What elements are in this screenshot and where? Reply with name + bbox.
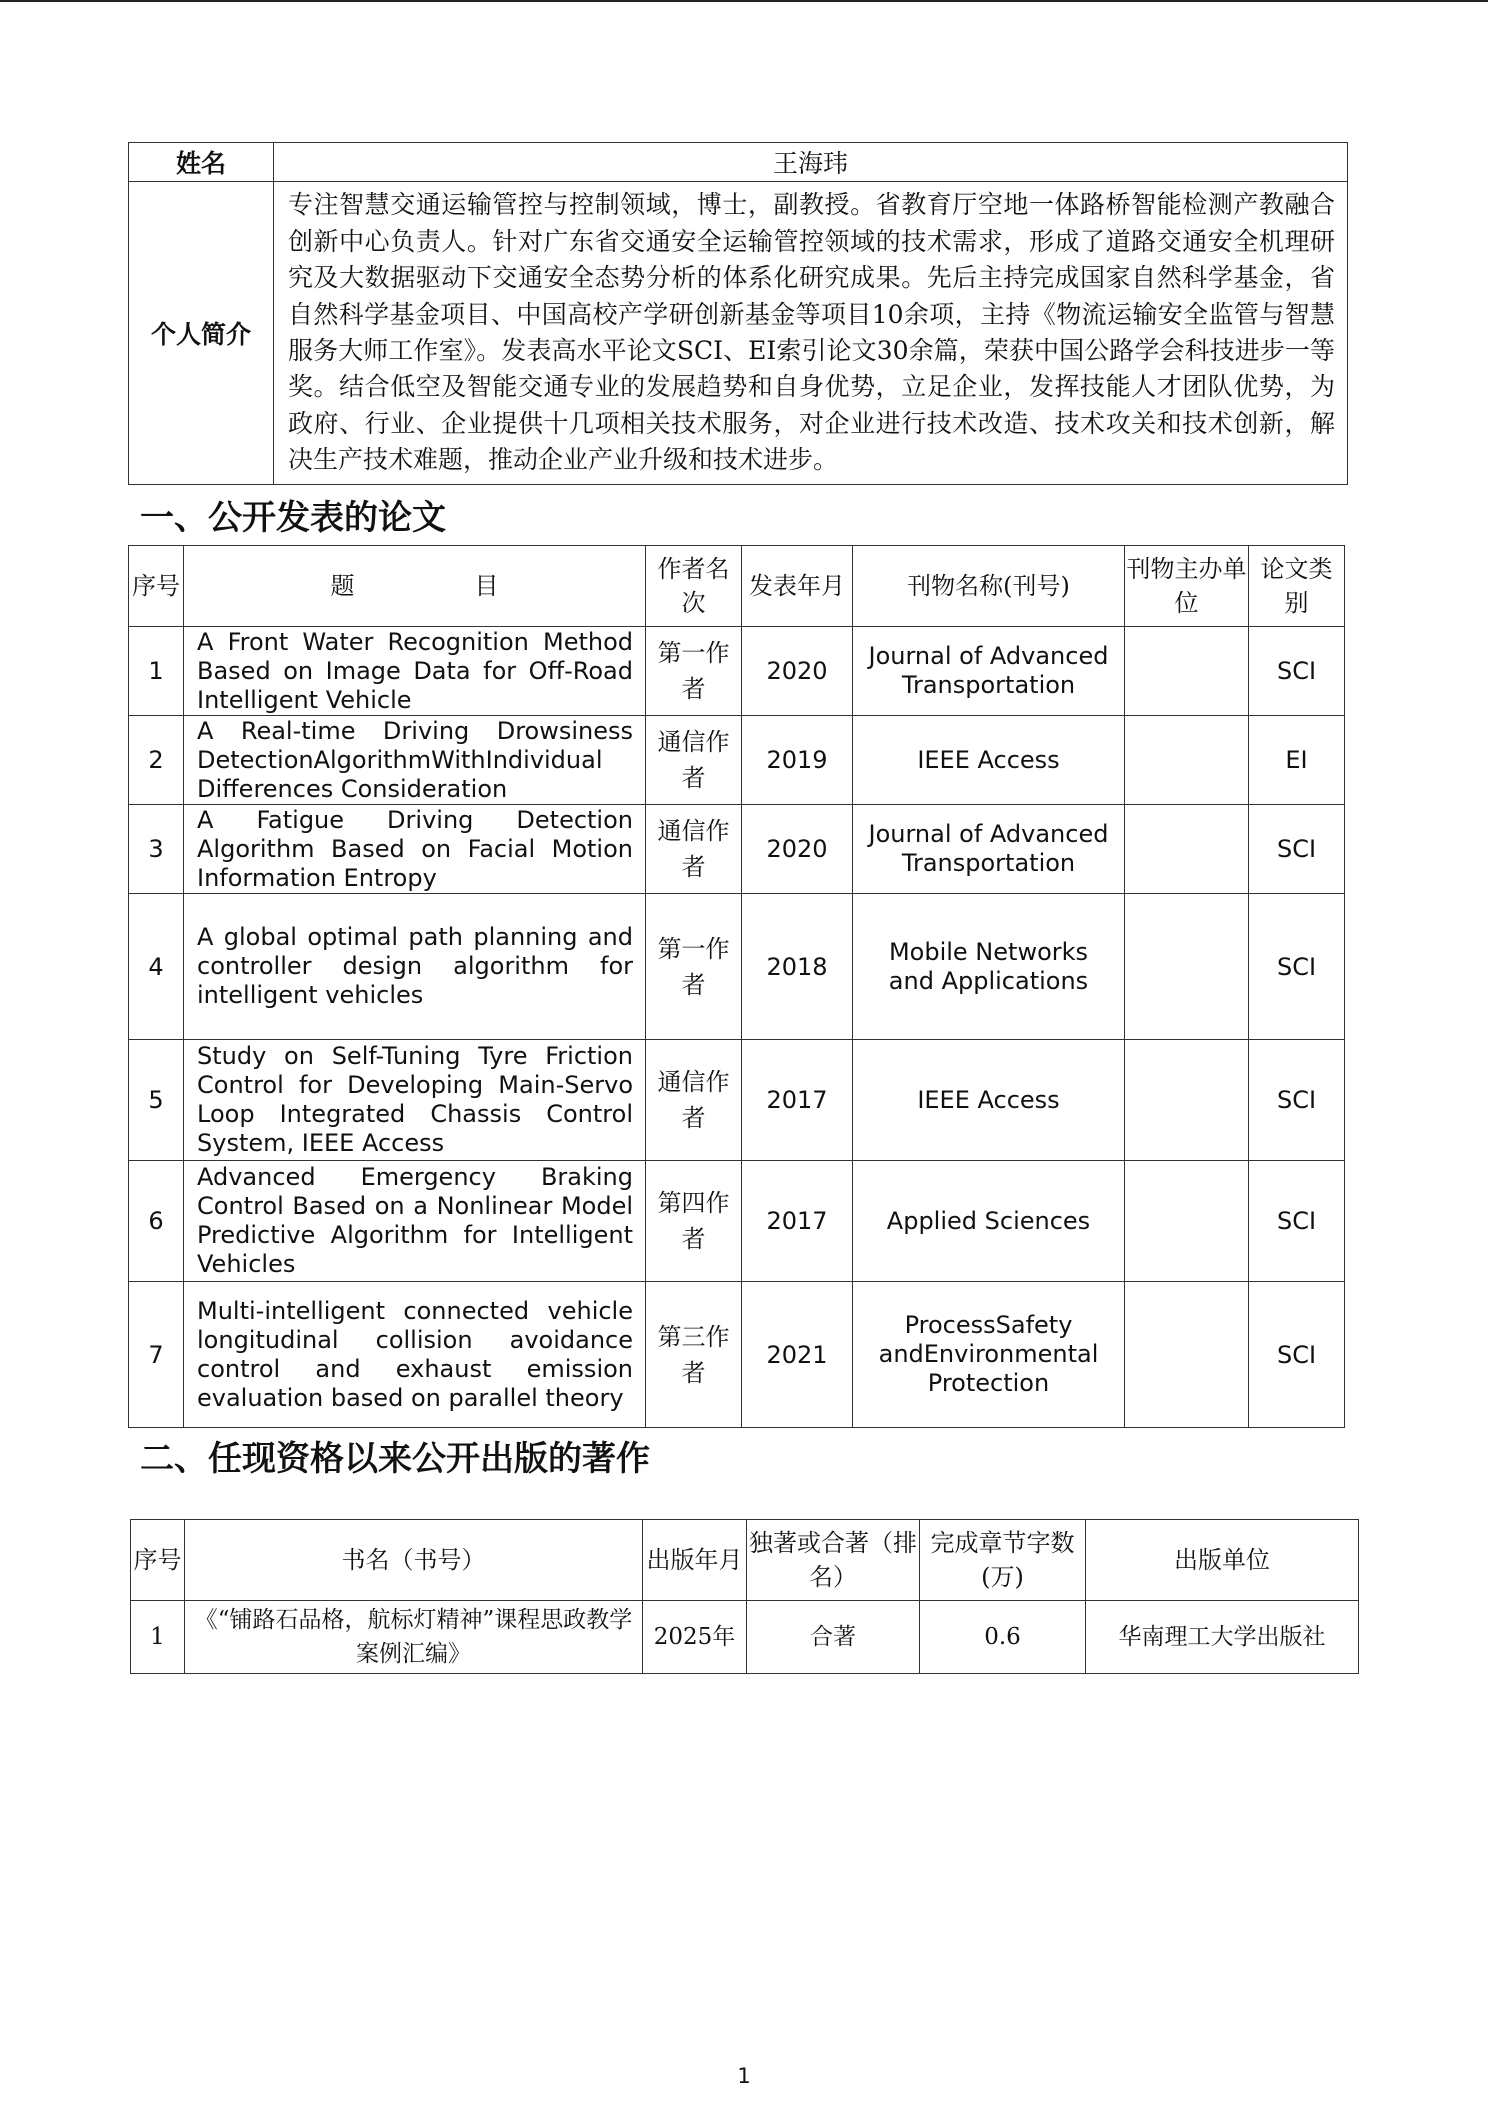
paper-type: SCI (1249, 1040, 1345, 1161)
table-row (129, 894, 1345, 1040)
pub-date: 2025年 (643, 1601, 747, 1674)
row-no: 7 (129, 1282, 184, 1428)
author-rank: 第三作者 (646, 1282, 742, 1428)
row-no: 4 (129, 894, 184, 1040)
pub-year: 2020 (742, 805, 853, 894)
papers-header-row (129, 546, 1345, 627)
page-number: 1 (737, 2064, 751, 2088)
paper-title: A Real-time Driving Drowsiness DetectionAlgorithmWithIndividual Differences Consideration (184, 716, 646, 805)
table-row (129, 716, 1345, 805)
section-title-papers: 一、公开发表的论文 (140, 498, 446, 538)
pub-year: 2019 (742, 716, 853, 805)
table-row (129, 1282, 1345, 1428)
author-rank: 第一作者 (646, 627, 742, 716)
books-header-row (131, 1520, 1359, 1601)
journal-name: ProcessSafety andEnvironmental Protection (853, 1282, 1125, 1428)
journal-name: IEEE Access (853, 1040, 1125, 1161)
col-header-words: 完成章节字数(万) (920, 1520, 1086, 1601)
paper-type: EI (1249, 716, 1345, 805)
author-rank: 第四作者 (646, 1161, 742, 1282)
journal-host (1125, 805, 1249, 894)
table-row (129, 1040, 1345, 1161)
row-no: 3 (129, 805, 184, 894)
col-header-rank: 作者名次 (646, 546, 742, 627)
book-title: 《“铺路石品格，航标灯精神”课程思政教学案例汇编》 (185, 1601, 643, 1674)
journal-name: Applied Sciences (853, 1161, 1125, 1282)
journal-name: Mobile Networks and Applications (853, 894, 1125, 1040)
paper-title: Study on Self-Tuning Tyre Friction Control for Developing Main-Servo Loop Integrated Chassis Control System, IEEE Access (184, 1040, 646, 1161)
pub-year: 2017 (742, 1161, 853, 1282)
journal-host (1125, 716, 1249, 805)
authorship: 合著 (747, 1601, 920, 1674)
row-no: 1 (131, 1601, 185, 1674)
journal-host (1125, 1282, 1249, 1428)
name-label: 姓名 (129, 143, 274, 182)
table-row (129, 1161, 1345, 1282)
journal-name: IEEE Access (853, 716, 1125, 805)
table-row (129, 627, 1345, 716)
col-header-journal: 刊物名称(刊号) (853, 546, 1125, 627)
journal-host (1125, 894, 1249, 1040)
books-table (130, 1519, 1359, 1674)
col-header-no: 序号 (129, 546, 184, 627)
pub-year: 2018 (742, 894, 853, 1040)
paper-title: A global optimal path planning and controller design algorithm for intelligent vehicles (184, 894, 646, 1040)
author-rank: 通信作者 (646, 1040, 742, 1161)
author-rank: 第一作者 (646, 894, 742, 1040)
paper-type: SCI (1249, 894, 1345, 1040)
publisher: 华南理工大学出版社 (1086, 1601, 1359, 1674)
col-header-title: 题 目 (184, 546, 646, 627)
papers-table (128, 545, 1345, 1428)
name-value: 王海玮 (274, 143, 1348, 182)
paper-type: SCI (1249, 1282, 1345, 1428)
journal-host (1125, 1161, 1249, 1282)
paper-title: A Front Water Recognition Method Based on Image Data for Off-Road Intelligent Vehicle (184, 627, 646, 716)
journal-host (1125, 627, 1249, 716)
author-rank: 通信作者 (646, 716, 742, 805)
col-header-type: 论文类别 (1249, 546, 1345, 627)
author-rank: 通信作者 (646, 805, 742, 894)
row-no: 2 (129, 716, 184, 805)
intro-text: 专注智慧交通运输管控与控制领域，博士，副教授。省教育厅空地一体路桥智能检测产教融合创新中心负责人。针对广东省交通安全运输管控领域的技术需求，形成了道路交通安全机理研究及大数据驱动下交通安全态势分析的体系化研究成果。先后主持完成国家自然科学基金，省自然科学基金项目、中国高校产学研创新基金等项目10余项，主持《物流运输安全监管与智慧服务大师工作室》。发表高水平论文SCI、EI索引论文30余篇，荣获中国公路学会科技进步一等奖。结合低空及智能交通专业的发展趋势和自身优势，立足企业，发挥技能人才团队优势，为政府、行业、企业提供十几项相关技术服务，对企业进行技术改造、技术攻关和技术创新，解决生产技术难题，推动企业产业升级和技术进步。 (274, 182, 1348, 485)
paper-title: A Fatigue Driving Detection Algorithm Based on Facial Motion Information Entropy (184, 805, 646, 894)
paper-type: SCI (1249, 1161, 1345, 1282)
word-count: 0.6 (920, 1601, 1086, 1674)
col-header-no: 序号 (131, 1520, 185, 1601)
paper-type: SCI (1249, 805, 1345, 894)
row-no: 1 (129, 627, 184, 716)
journal-name: Journal of Advanced Transportation (853, 805, 1125, 894)
section-title-books: 二、任现资格以来公开出版的著作 (140, 1439, 650, 1479)
journal-host (1125, 1040, 1249, 1161)
col-header-publisher: 出版单位 (1086, 1520, 1359, 1601)
paper-title: Multi-intelligent connected vehicle longitudinal collision avoidance control and exhaust emission evaluation based on parallel theory (184, 1282, 646, 1428)
intro-label: 个人简介 (129, 182, 274, 485)
col-header-date: 出版年月 (643, 1520, 747, 1601)
row-no: 5 (129, 1040, 184, 1161)
journal-name: Journal of Advanced Transportation (853, 627, 1125, 716)
col-header-authorship: 独著或合著（排名） (747, 1520, 920, 1601)
col-header-book: 书名（书号） (185, 1520, 643, 1601)
table-row (131, 1601, 1359, 1674)
paper-type: SCI (1249, 627, 1345, 716)
pub-year: 2017 (742, 1040, 853, 1161)
col-header-date: 发表年月 (742, 546, 853, 627)
profile-table (128, 142, 1348, 485)
table-row (129, 805, 1345, 894)
paper-title: Advanced Emergency Braking Control Based on a Nonlinear Model Predictive Algorithm for Intelligent Vehicles (184, 1161, 646, 1282)
pub-year: 2021 (742, 1282, 853, 1428)
pub-year: 2020 (742, 627, 853, 716)
top-rule (0, 0, 1488, 2)
col-header-host: 刊物主办单位 (1125, 546, 1249, 627)
row-no: 6 (129, 1161, 184, 1282)
